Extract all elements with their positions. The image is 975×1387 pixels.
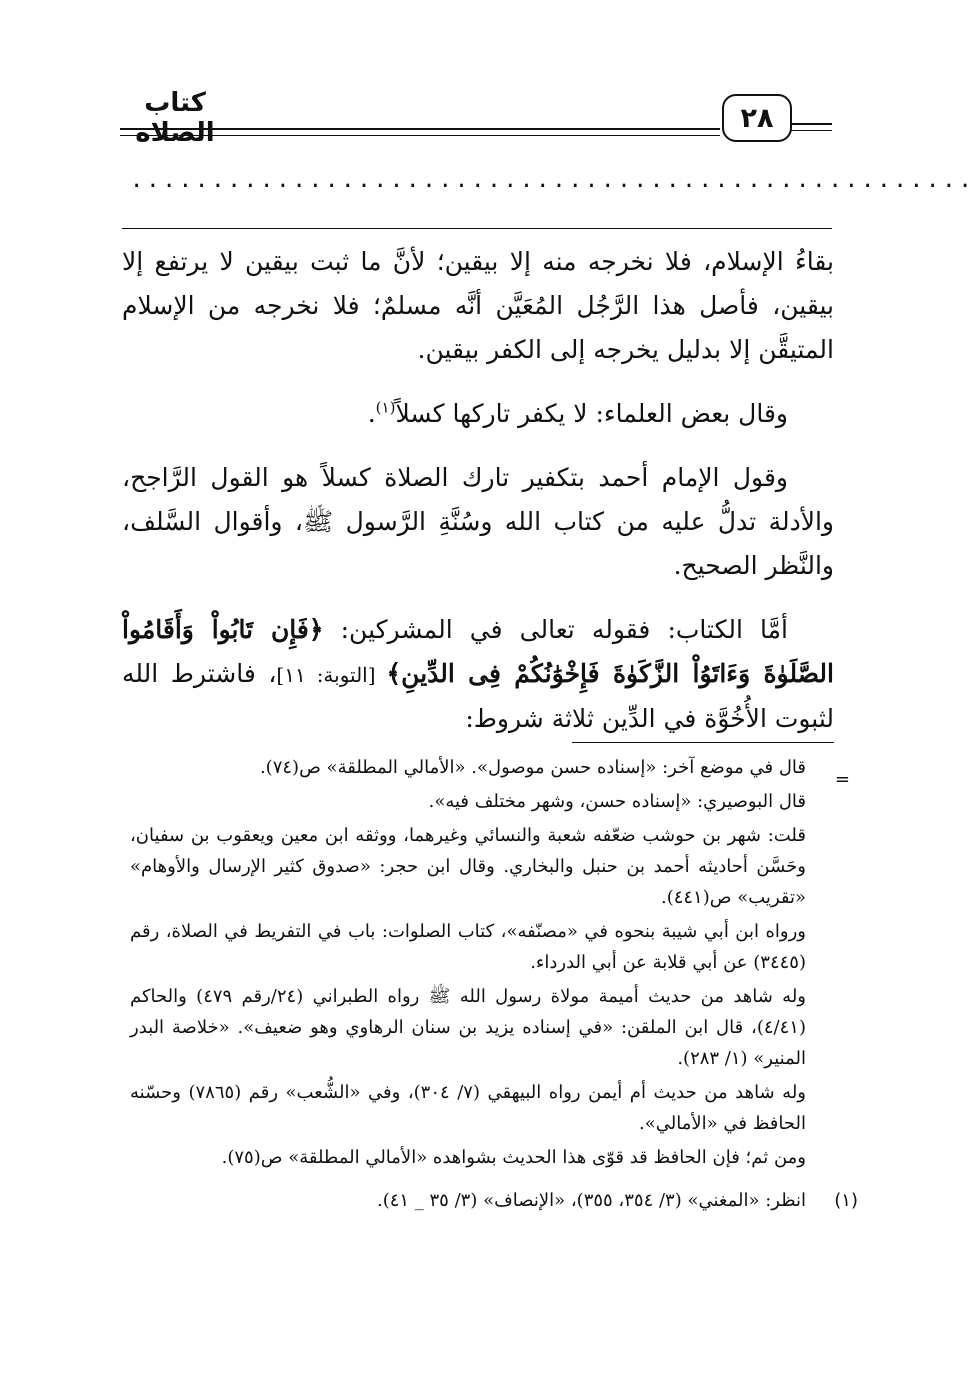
quran-verse: ﴿فَإِن تَابُواْ وَأَقَامُواْ الصَّلَوٰةَ وَءَاتَوُاْ الزَّكَوٰةَ فَإِخْوَٰنُكُمْ فِى الدِّينِ﴾ <box>122 615 834 688</box>
footnote-line: قلت: شهر بن حوشب ضعّفه شعبة والنسائي وغيرهما، ووثقه ابن معين ويعقوب بن سفيان، وحَسَّن أحاديثه أحمد بن حنبل والبخاري. وقال ابن حجر: «صدوق كثير الإرسال والأوهام» «تقريب» ص(٤٤١). <box>130 825 806 908</box>
header-rule-right-thin <box>790 130 832 131</box>
paragraph-3: وقول الإمام أحمد بتكفير تارك الصلاة كسلاً هو القول الرَّاجح، والأدلة تدلُّ عليه من كتاب الله وسُنَّةِ الرَّسول ﷺ، وأقوال السَّلف، والنَّظر الصحيح. <box>122 463 834 580</box>
footnote-1-text: انظر: «المغني» (٣/ ٣٥٤، ٣٥٥)، «الإنصاف» (٣/ ٣٥ _ ٤١). <box>376 1190 806 1211</box>
footnotes <box>130 752 858 1219</box>
main-text <box>122 240 834 761</box>
paragraph-4-end: ، فاشترط الله لثبوت الأُخُوَّة في الدِّين ثلاثة شروط: <box>122 659 834 733</box>
verse-reference: [التوبة: ١١] <box>276 663 387 687</box>
top-separator <box>122 228 832 229</box>
paragraph-2-text: وقال بعض العلماء: لا يكفر تاركها كسلاً <box>395 399 788 428</box>
paragraph-2 <box>122 392 834 436</box>
footnote-line: ورواه ابن أبي شيبة بنحوه في «مصنّفه»، كتاب الصلوات: باب في التفريط في الصلاة، رقم (٣٤٤٥) عن أبي قلابة عن أبي الدرداء. <box>130 921 806 973</box>
paragraph-4 <box>122 608 834 741</box>
footnote-line: وله شاهد من حديث أميمة مولاة رسول الله ﷺ رواه الطبراني (٢٤/رقم ٤٧٩) والحاكم (٤/٤١)، قال ابن الملقن: «في إسناده يزيد بن سنان الرهاوي وهو ضعيف». «خلاصة البدر المنير» (١/ ٢٨٣). <box>130 986 806 1069</box>
paragraph-4-start: أمَّا الكتاب: فقوله تعالى في المشركين: <box>323 615 789 644</box>
running-title: كتاب الصلاة <box>135 88 215 148</box>
paragraph-1: بقاءُ الإسلام، فلا نخرجه منه إلا بيقين؛ لأنَّ ما ثبت بيقين لا يرتفع إلا بيقين، فأصل هذا الرَّجُل المُعَيَّن أنَّه مسلمٌ؛ فلا نخرجه من الإسلام المتيقَّن إلا بدليل يخرجه إلى الكفر بيقين. <box>122 247 834 364</box>
continuation-mark: = <box>834 769 850 790</box>
footnote-line: قال البوصيري: «إسناده حسن، وشهر مختلف فيه». <box>428 791 806 812</box>
footnote-1-number: (١) <box>834 1190 858 1211</box>
footnote-line: قال في موضع آخر: «إسناده حسن موصول». «الأمالي المطلقة» ص(٧٤). <box>259 757 806 778</box>
header-rule-right <box>790 123 832 125</box>
paragraph-2-end: . <box>367 399 376 428</box>
footnote-line: وله شاهد من حديث أم أيمن رواه البيهقي (٧/ ٣٠٤)، وفي «الشُّعب» رقم (٧٨٦٥) وحسّنه الحافظ في «الأمالي». <box>130 1082 807 1134</box>
page-number: ٢٨ <box>722 94 792 142</box>
footnote-line: ومن ثم؛ فإن الحافظ قد قوّى هذا الحديث بشواهده «الأمالي المطلقة» ص(٧٥). <box>221 1147 806 1168</box>
footnote-separator <box>572 742 834 743</box>
footnote-1 <box>130 1185 858 1216</box>
ellipsis-row: .................................................... <box>130 168 975 193</box>
footnote-ref-1: (١) <box>375 398 396 417</box>
